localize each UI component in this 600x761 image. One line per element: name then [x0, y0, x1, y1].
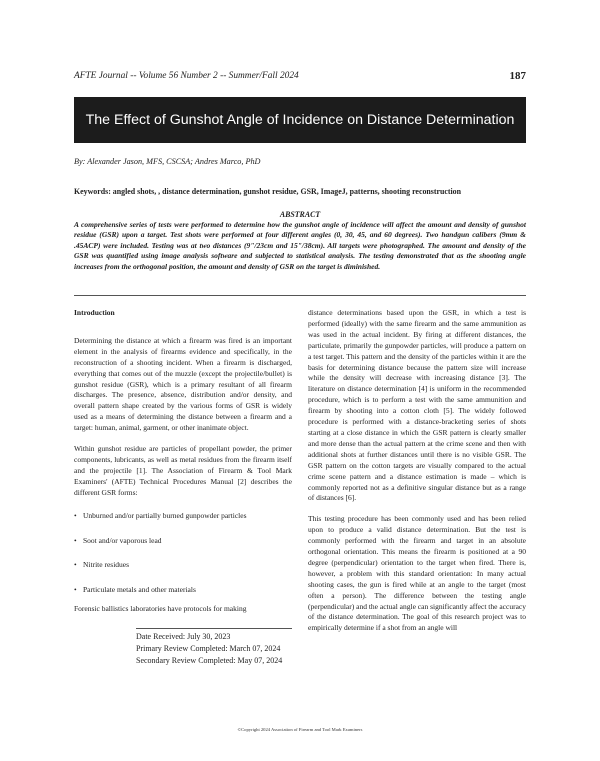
abstract-heading: ABSTRACT [279, 210, 321, 219]
bullet-icon: • [74, 535, 77, 545]
abstract-body: A comprehensive series of tests were performed to determine how the gunshot angle of incidence will affect the amount and density of gunshot residue (GSR) upon a target. Test shots were performed at four different angles (0, 30, 45, and 60 degrees). Two handgun calibers (9mm & .45ACP) were included. Testing was at two distances (9"/23cm and 15"/38cm). All targets were photographed. The amount and density of the GSR was quantified using image analysis software and subjected to statistical analysis. The testing demonstrated that as the shooting angle increases from the orthogonal position, the amount and density of GSR on the target is diminished. [74, 220, 526, 271]
author-byline: By: Alexander Jason, MFS, CSCSA; Andres Marco, PhD [74, 157, 261, 166]
list-item: • Particulate metals and other materials [74, 585, 196, 595]
abstract-section [74, 210, 526, 272]
date-primary-review: Primary Review Completed: March 07, 2024 [136, 644, 281, 654]
keywords: Keywords: angled shots, , distance determination, gunshot residue, GSR, ImageJ, patterns, shooting reconstruction [74, 187, 462, 196]
dates-divider [136, 628, 292, 629]
intro-paragraph-2: Within gunshot residue are particles of propellant powder, the primer components, lubricants, as well as metal residues from the firearm itself and the projectile [1]. The Association of Firearm & Tool Mark Examiners' (AFTE) Technical Procedures Manual [2] describes the different GSR forms: [74, 444, 292, 497]
copyright-notice: ©Copyright 2024 Association of Firearm and Tool Mark Examiners [237, 727, 363, 732]
section-divider [74, 295, 526, 296]
bullet-icon: • [74, 560, 77, 570]
running-header [74, 71, 526, 85]
date-received: Date Received: July 30, 2023 [136, 632, 231, 641]
body-paragraph-1: distance determinations based upon the GSR, in which a test is performed (ideally) with the same firearm and the same ammunition as was used in the actual incident. By firing at different distances, the particulate, primarily the gunpowder particles, will produce a pattern on a test target. This pattern and the density of the particles within it are the basis for determining distance because the pattern size will increase while the density will decrease with increasing distance [3]. The literature on distance determination [4] is uniform in the recommended procedure, which is to perform a test with the same ammunition and firearm by shooting into a cotton cloth [5]. The widely followed procedure is performed with a distance-bracketing series of shots starting at a close distance in which the GSR pattern is clearly smaller and more dense than the actual pattern at the crime scene and then with additional shots at further distances until there is no visible GSR. The GSR pattern on the cotton targets are visually compared to the actual crime scene pattern and a distance estimation is made – which is commonly reported not as a definitive singular distance but as a range of distances [6]. [308, 308, 526, 503]
right-column [308, 308, 526, 644]
bullet-icon: • [74, 510, 77, 520]
list-item: • Unburned and/or partially burned gunpowder particles [74, 510, 247, 520]
gsr-forms-list [74, 511, 292, 597]
list-item: • Soot and/or vaporous lead [74, 535, 162, 545]
journal-name: AFTE Journal -- Volume 56 Number 2 -- Summer/Fall 2024 [74, 71, 299, 81]
left-column [74, 308, 292, 625]
date-secondary-review: Secondary Review Completed: May 07, 2024 [136, 656, 283, 666]
article-title: The Effect of Gunshot Angle of Incidence on Distance Determination [85, 112, 515, 128]
intro-paragraph-1: Determining the distance at which a firearm was fired is an important element in the analysis of firearms evidence and specifically, in the reconstruction of a shooting incident. When a firearm is discharged, everything that comes out of the muzzle (except the projectile/bullet) is gunshot residue (GSR), which is a primary resultant of all firearm discharges. The presence, absence, distribution and/or density, and overall pattern shape created by the various forms of GSR is widely used as a means of determining the distance between a firearm and a target: human, animal, garment, or other inanimate object. [74, 335, 292, 433]
title-banner [74, 97, 526, 143]
body-paragraph-2: This testing procedure has been commonly used and has been relied upon to produce a valid distance determination. But the test is commonly performed with the firearm and target in an absolute orthogonal orientation. This means the firearm is positioned at a 90 degree (perpendicular) orientation to the target when fired. There is, however, a problem with this standard orientation: In many actual shooting cases, the gun is fired while at an angle to the target (most often a person). The difference between the testing angle (perpendicular) and the actual angle can significantly affect the accuracy of the distance determination. The goal of this research project was to empirically determine if a shot from an angle will [308, 514, 526, 633]
list-item: • Nitrite residues [74, 560, 130, 570]
bullet-icon: • [74, 585, 77, 595]
intro-paragraph-3: Forensic ballistics laboratories have protocols for making [74, 604, 247, 614]
page-number: 187 [509, 70, 526, 82]
review-dates [136, 631, 282, 668]
section-heading-introduction: Introduction [74, 308, 115, 317]
